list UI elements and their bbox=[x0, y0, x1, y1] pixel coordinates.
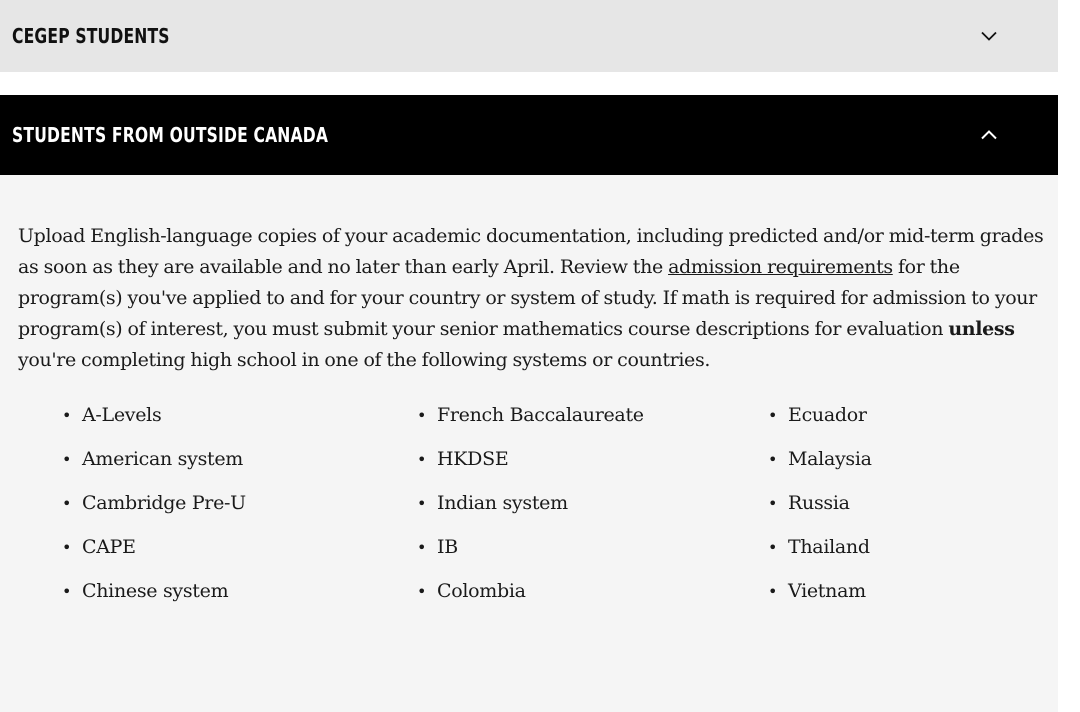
description-text: for the program(s) you've applied to and for your country or system of study. If math is required for admission to your program(s) of interest, you must submit your senior mathematics course descriptions for evaluation bbox=[18, 256, 1037, 340]
list-item: • Malaysia bbox=[768, 446, 968, 490]
list-item: • Thailand bbox=[768, 534, 968, 578]
accordion-title: STUDENTS FROM OUTSIDE CANADA bbox=[12, 123, 329, 147]
emphasis-text: unless bbox=[948, 318, 1015, 340]
exempt-systems-list bbox=[18, 402, 1044, 622]
accordion-header-students-outside-canada[interactable] bbox=[0, 95, 1058, 175]
admission-requirements-link[interactable]: admission requirements bbox=[668, 256, 893, 278]
list-item: • HKDSE bbox=[417, 446, 768, 490]
description-text: Upload English-language copies of your academic documentation, including predicted and/or mid-term grades as soon as they are available and no later than early April. Review the bbox=[18, 225, 1044, 278]
systems-column-2 bbox=[417, 402, 768, 622]
systems-column-1 bbox=[62, 402, 417, 622]
chevron-up-icon[interactable] bbox=[980, 126, 998, 144]
list-item: • Russia bbox=[768, 490, 968, 534]
accordion-title: CEGEP STUDENTS bbox=[12, 24, 170, 48]
list-item: • CAPE bbox=[62, 534, 417, 578]
list-item: • American system bbox=[62, 446, 417, 490]
list-item: • A-Levels bbox=[62, 402, 417, 446]
chevron-down-icon[interactable] bbox=[980, 27, 998, 45]
list-item: • Chinese system bbox=[62, 578, 417, 622]
systems-column-3 bbox=[768, 402, 968, 622]
list-item: • French Baccalaureate bbox=[417, 402, 768, 446]
list-item: • Cambridge Pre-U bbox=[62, 490, 417, 534]
list-item: • Colombia bbox=[417, 578, 768, 622]
accordion-divider bbox=[0, 72, 1058, 95]
accordion-header-cegep-students[interactable] bbox=[0, 0, 1058, 72]
list-item: • Vietnam bbox=[768, 578, 968, 622]
accordion-panel-students-outside-canada bbox=[0, 175, 1058, 712]
list-item: • IB bbox=[417, 534, 768, 578]
panel-description bbox=[18, 221, 1044, 376]
description-text: you're completing high school in one of the following systems or countries. bbox=[18, 349, 711, 371]
list-item: • Ecuador bbox=[768, 402, 968, 446]
list-item: • Indian system bbox=[417, 490, 768, 534]
